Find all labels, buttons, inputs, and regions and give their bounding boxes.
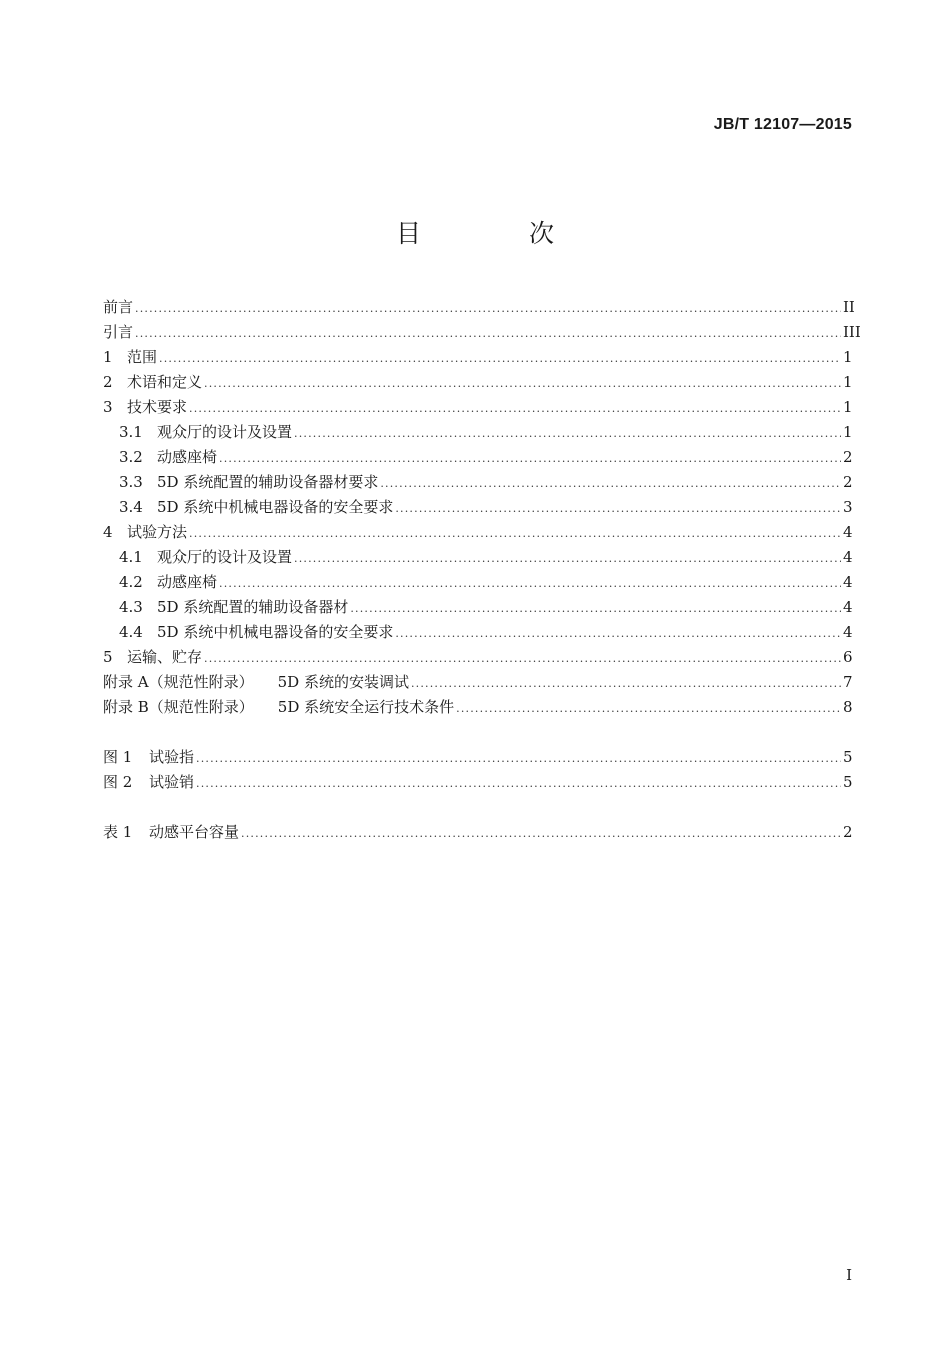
dot-leader — [241, 821, 841, 846]
toc-entry-label: 5D 系统中机械电器设备的安全要求 — [157, 498, 394, 516]
dot-leader — [411, 671, 841, 696]
dot-leader — [294, 546, 841, 571]
toc-entry-label: 引言 — [103, 323, 134, 341]
toc-entry-page: 3 — [843, 498, 853, 516]
toc-entry-page: 4 — [843, 548, 853, 566]
toc-entry-figure-2[interactable] — [103, 770, 851, 795]
toc-entry-number: 5 — [103, 648, 113, 666]
toc-entry-number: 4.3 — [119, 598, 143, 616]
toc-entry-label: 动感平台容量 — [149, 823, 240, 841]
toc-entry-number: 附录 A（规范性附录） — [103, 673, 254, 691]
toc-entry-number: 2 — [103, 373, 113, 391]
toc-entry-label: 术语和定义 — [127, 373, 203, 391]
toc-entry-page: 4 — [843, 623, 853, 641]
toc-entry-page: 5 — [843, 773, 853, 791]
toc-entry-number: 3.2 — [119, 448, 143, 466]
dot-leader — [350, 596, 841, 621]
toc-entry-3[interactable] — [103, 395, 851, 420]
toc-entry-label: 试验指 — [149, 748, 195, 766]
toc-entry-number: 1 — [103, 348, 113, 366]
toc-entry-label: 5D 系统配置的辅助设备器材要求 — [157, 473, 379, 491]
toc-entry-page: 6 — [843, 648, 853, 666]
toc-entry-number: 4.1 — [119, 548, 143, 566]
toc-entry-label: 5D 系统中机械电器设备的安全要求 — [157, 623, 394, 641]
toc-entry-label: 观众厅的设计及设置 — [157, 423, 293, 441]
toc-entry-3-4[interactable] — [103, 495, 851, 520]
toc-entry-number: 4.2 — [119, 573, 143, 591]
toc-entry-page: 4 — [843, 573, 853, 591]
toc-entry-label: 试验销 — [149, 773, 195, 791]
toc-entry-label: 动感座椅 — [157, 448, 218, 466]
toc-entry-label: 观众厅的设计及设置 — [157, 548, 293, 566]
dot-leader — [196, 746, 841, 771]
dot-leader — [196, 771, 841, 796]
toc-entry-number: 3.4 — [119, 498, 143, 516]
dot-leader — [219, 446, 841, 471]
toc-entry-number: 4.4 — [119, 623, 143, 641]
toc-entry-label: 动感座椅 — [157, 573, 218, 591]
dot-leader — [294, 421, 841, 446]
toc-entry-page: III — [843, 323, 861, 341]
dot-leader — [204, 371, 841, 396]
dot-leader — [395, 496, 841, 521]
standard-code: JB/T 12107—2015 — [713, 116, 852, 133]
toc-entry-page: 8 — [843, 698, 853, 716]
toc-entry-number: 3.1 — [119, 423, 143, 441]
table-of-contents — [103, 295, 861, 845]
toc-entry-page: 2 — [843, 823, 853, 841]
toc-entry-appendix-b[interactable] — [103, 695, 851, 720]
dot-leader — [204, 646, 841, 671]
toc-entry-label: 5D 系统配置的辅助设备器材 — [157, 598, 349, 616]
toc-entry-page: 4 — [843, 598, 853, 616]
toc-entry-label: 运输、贮存 — [127, 648, 203, 666]
toc-entry-label: 范围 — [127, 348, 158, 366]
toc-entry-number: 表 1 — [103, 823, 133, 841]
toc-entry-4-4[interactable] — [103, 620, 851, 645]
toc-entry-page: 1 — [843, 398, 853, 416]
toc-entry-4-2[interactable] — [103, 570, 851, 595]
toc-entry-page: 1 — [843, 348, 853, 366]
toc-entry-4[interactable] — [103, 520, 851, 545]
toc-entry-4-1[interactable] — [103, 545, 851, 570]
toc-entry-page: 5 — [843, 748, 853, 766]
dot-leader — [135, 321, 841, 346]
page-number: I — [846, 1266, 852, 1284]
toc-entry-number: 图 2 — [103, 773, 133, 791]
dot-leader — [395, 621, 841, 646]
toc-entry-number: 图 1 — [103, 748, 133, 766]
toc-entry-number: 3.3 — [119, 473, 143, 491]
toc-entry-5[interactable] — [103, 645, 851, 670]
toc-entry-page: 2 — [843, 473, 853, 491]
toc-entry-figure-1[interactable] — [103, 745, 851, 770]
toc-entry-page: 2 — [843, 448, 853, 466]
toc-entry-2[interactable] — [103, 370, 851, 395]
toc-entry-label: 技术要求 — [127, 398, 188, 416]
dot-leader — [380, 471, 841, 496]
toc-entry-label: 试验方法 — [127, 523, 188, 541]
toc-entry-4-3[interactable] — [103, 595, 851, 620]
toc-entry-number: 3 — [103, 398, 113, 416]
dot-leader — [189, 521, 841, 546]
toc-entry-page: 4 — [843, 523, 853, 541]
dot-leader — [159, 346, 841, 371]
toc-entry-page: 1 — [843, 423, 853, 441]
toc-entry-label: 5D 系统安全运行技术条件 — [277, 698, 455, 716]
toc-entry-number: 4 — [103, 523, 113, 541]
toc-entry-foreword[interactable] — [103, 295, 855, 320]
toc-entry-page: 1 — [843, 373, 853, 391]
toc-entry-label: 5D 系统的安装调试 — [277, 673, 409, 691]
dot-leader — [135, 296, 841, 321]
toc-entry-label: 前言 — [103, 298, 134, 316]
dot-leader — [456, 696, 841, 721]
toc-entry-3-1[interactable] — [103, 420, 851, 445]
toc-entry-table-1[interactable] — [103, 820, 851, 845]
toc-entry-appendix-a[interactable] — [103, 670, 851, 695]
toc-entry-page: II — [843, 298, 855, 316]
toc-title: 目 次 — [396, 219, 604, 248]
toc-entry-3-3[interactable] — [103, 470, 851, 495]
toc-entry-page: 7 — [843, 673, 853, 691]
toc-entry-introduction[interactable] — [103, 320, 861, 345]
toc-entry-3-2[interactable] — [103, 445, 851, 470]
dot-leader — [189, 396, 841, 421]
dot-leader — [219, 571, 841, 596]
toc-entry-number: 附录 B（规范性附录） — [103, 698, 254, 716]
toc-entry-1[interactable] — [103, 345, 851, 370]
